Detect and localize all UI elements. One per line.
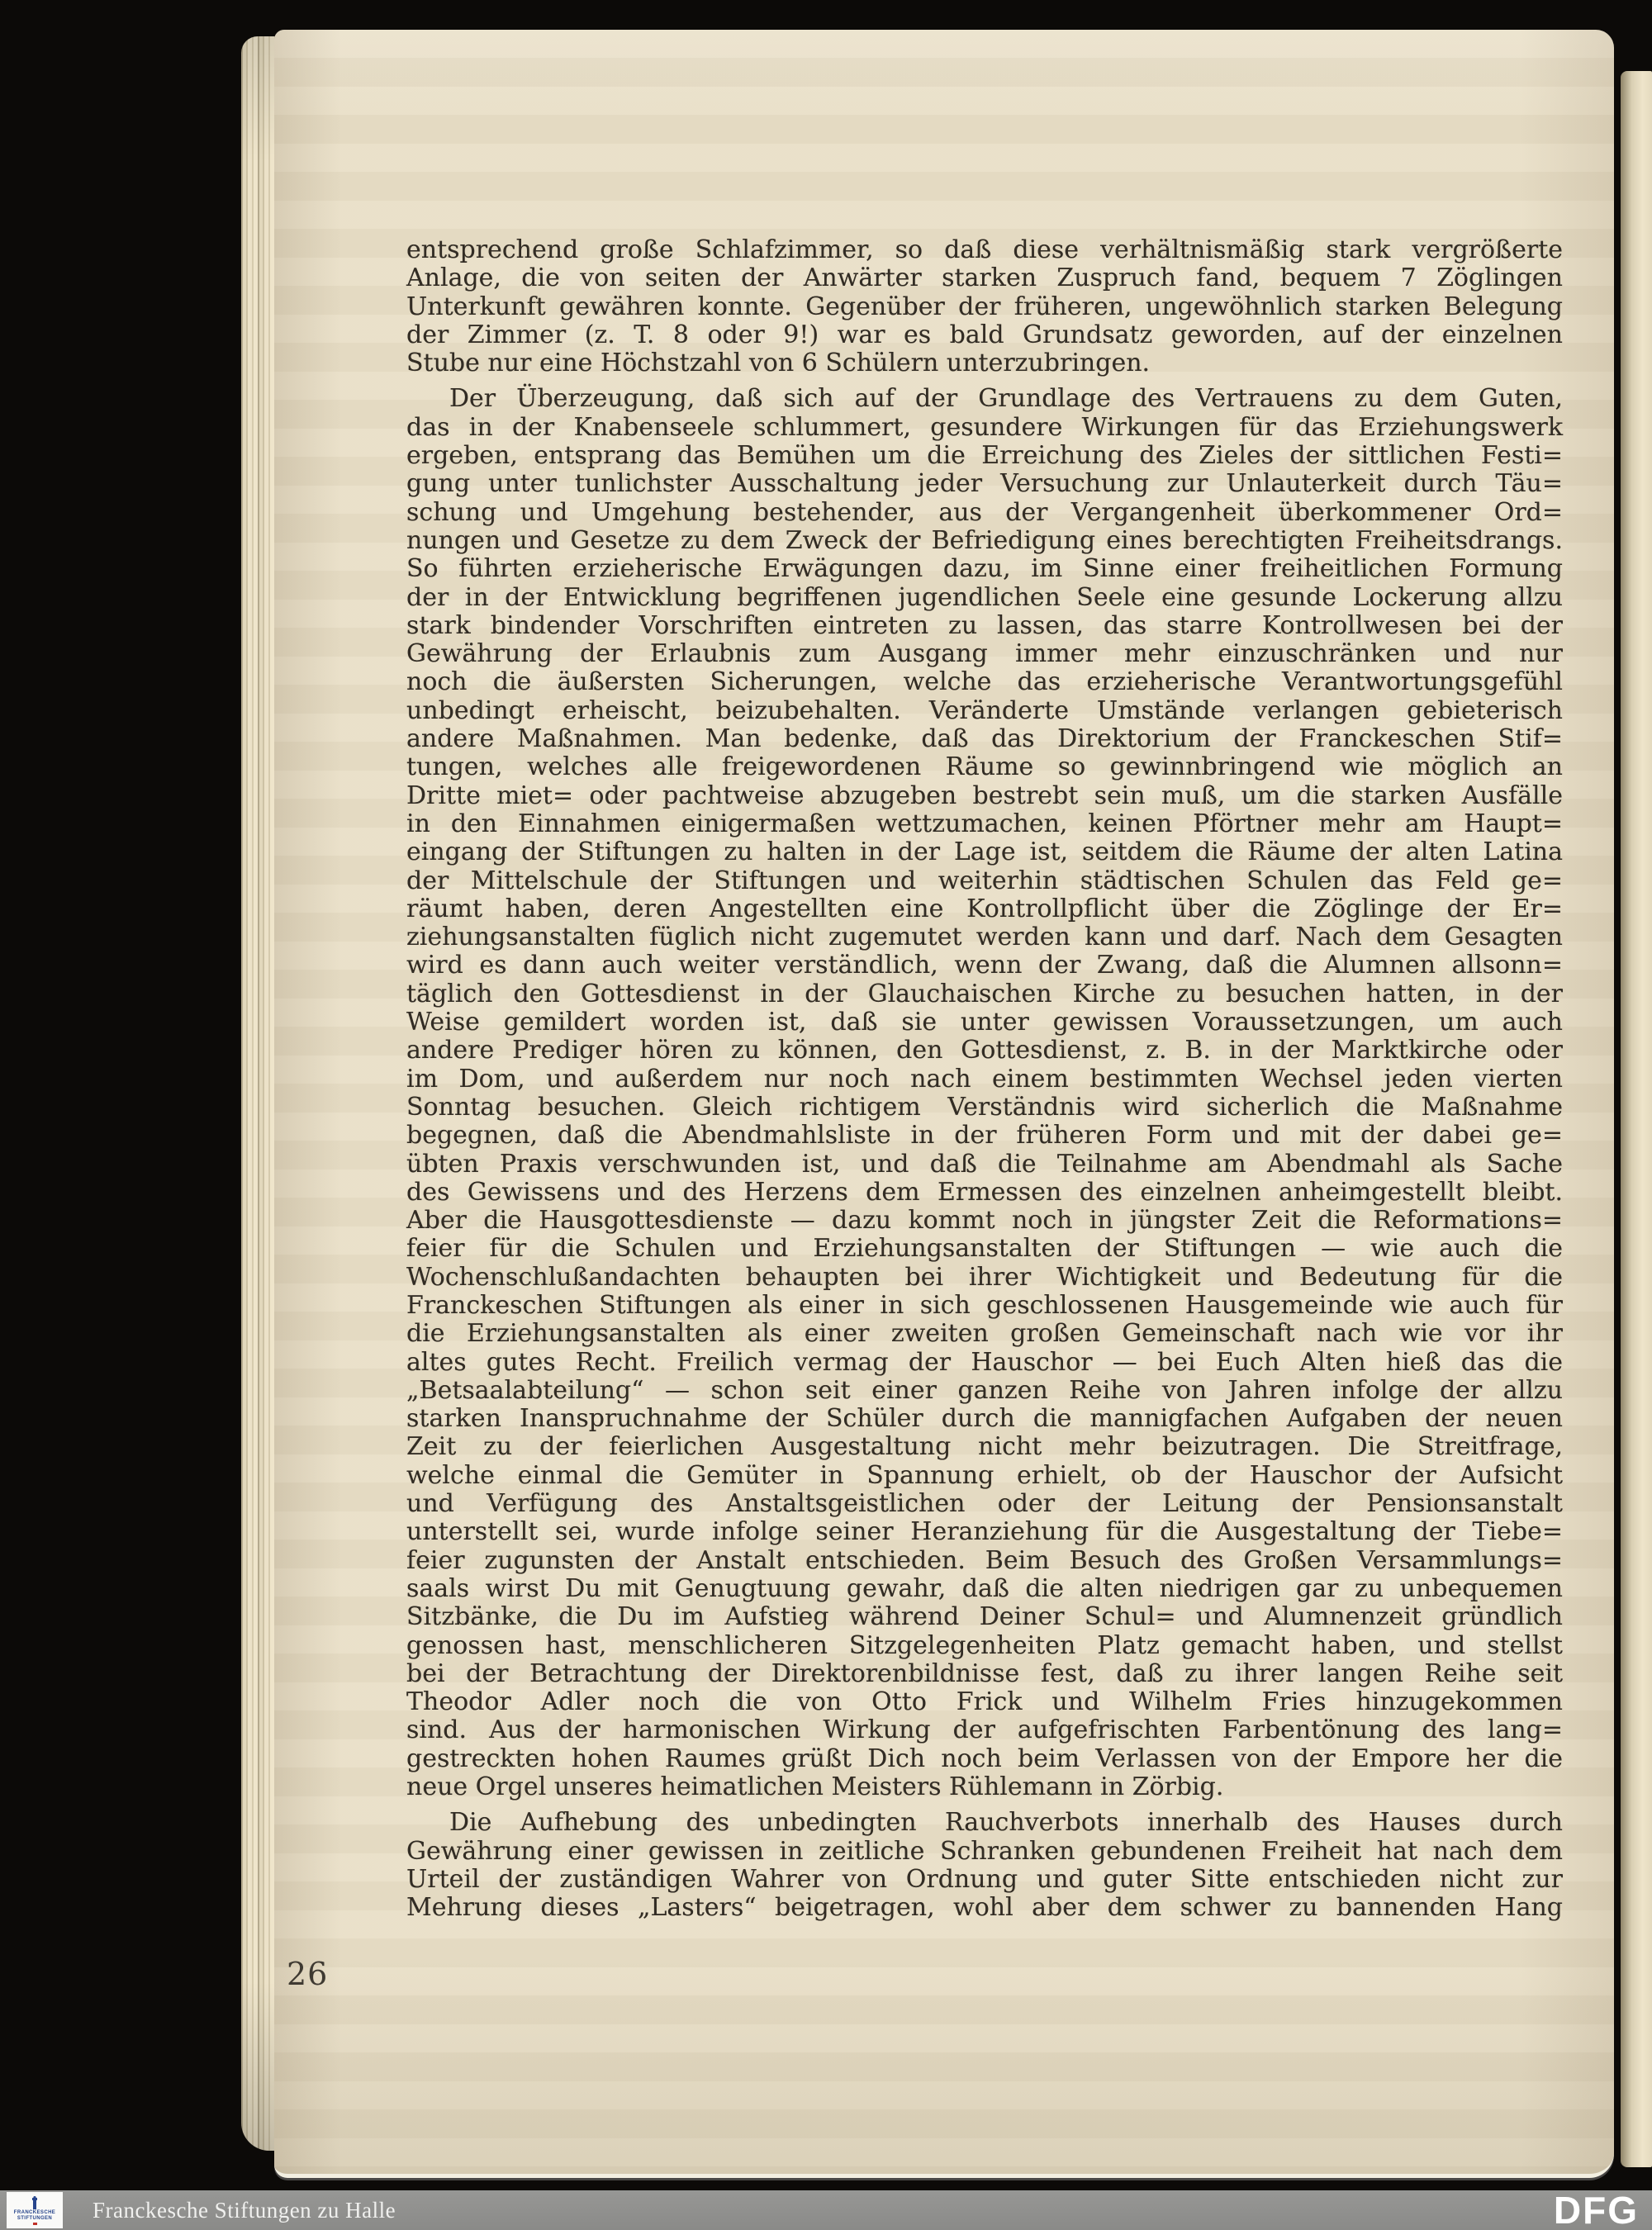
- text-line: Stube nur eine Höchstzahl von 6 Schülern unterzubringen.: [406, 349, 1151, 378]
- text-line: unterstellt sei, wurde infolge seiner Heranziehung für die Ausgestaltung der Tiebe=: [406, 1517, 1563, 1547]
- text-line: wird es dann auch weiter verständlich, wenn der Zwang, daß die Alumnen allsonn=: [406, 951, 1563, 980]
- text-line: der Zimmer (z. T. 8 oder 9!) war es bald Grundsatz geworden, auf der einzelnen: [406, 320, 1563, 349]
- page-text: [406, 236, 1563, 1930]
- text-line: neue Orgel unseres heimatlichen Meisters Rühlemann in Zörbig.: [406, 1772, 1224, 1802]
- text-line: das in der Knabenseele schlummert, gesundere Wirkungen für das Erziehungswerk: [406, 412, 1563, 442]
- text-line: täglich den Gottesdienst in der Glauchaischen Kirche zu besuchen hatten, in der: [406, 979, 1563, 1008]
- text-line: bei der Betrachtung der Direktorenbildnisse fest, daß zu ihrer langen Reihe seit: [406, 1658, 1563, 1688]
- text-line: Urteil der zuständigen Wahrer von Ordnung und guter Sitte entschieden nicht zur: [406, 1864, 1563, 1894]
- text-line: der in der Entwicklung begriffenen jugendlichen Seele eine gesunde Lockerung allzu: [406, 582, 1563, 612]
- text-line: übten Praxis verschwunden ist, und daß die Teilnahme am Abendmahl als Sache: [406, 1149, 1563, 1179]
- text-line: Franckeschen Stiftungen als einer in sich geschlossenen Hausgemeinde wie auch für: [406, 1290, 1563, 1320]
- text-line: Zeit zu der feierlichen Ausgestaltung nicht mehr beizutragen. Die Streitfrage,: [406, 1432, 1563, 1462]
- text-line: gung unter tunlichster Ausschaltung jeder Versuchung zur Unlauterkeit durch Täu=: [406, 469, 1563, 499]
- text-line: des Gewissens und des Herzens dem Ermessen des einzelnen anheimgestellt bleibt.: [406, 1177, 1563, 1207]
- text-line: im Dom, und außerdem nur noch nach einem bestimmten Wechsel jeden vierten: [406, 1064, 1563, 1094]
- text-line: So führten erzieherische Erwägungen dazu, im Sinne einer freiheitlichen Formung: [406, 554, 1563, 584]
- text-line: genossen hast, menschlicheren Sitzgelegenheiten Platz gemacht haben, und stellst: [406, 1630, 1563, 1660]
- logo-red-mark: [33, 2223, 37, 2225]
- text-line: Anlage, die von seiten der Anwärter starken Zuspruch fand, bequem 7 Zöglingen: [406, 263, 1563, 293]
- text-line: Gewährung der Erlaubnis zum Ausgang immer mehr einzuschränken und nur: [406, 639, 1563, 669]
- text-line: Theodor Adler noch die von Otto Frick und Wilhelm Fries hinzugekommen: [406, 1687, 1563, 1717]
- text-line: der Mittelschule der Stiftungen und weiterhin städtischen Schulen das Feld ge=: [406, 866, 1563, 895]
- text-line: räumt haben, deren Angestellten eine Kontrollpflicht über die Zöglinge der Er=: [406, 894, 1563, 923]
- text-line: nungen und Gesetze zu dem Zweck der Befriedigung eines berechtigten Freiheitsdrangs.: [406, 525, 1563, 555]
- text-line: starken Inanspruchnahme der Schüler durch die mannigfachen Aufgaben der neuen: [406, 1404, 1563, 1434]
- text-line: Wochenschlußandachten behaupten bei ihrer Wichtigkeit und Bedeutung für die: [406, 1262, 1563, 1292]
- text-line: altes gutes Recht. Freilich vermag der Hauschor — bei Euch Alten hieß das die: [406, 1347, 1563, 1377]
- page-number: 26: [287, 1956, 329, 1992]
- text-line: Aber die Hausgottesdienste — dazu kommt noch in jüngster Zeit die Reformations=: [406, 1206, 1563, 1236]
- franckesche-stiftungen-logo: [7, 2192, 63, 2228]
- text-line: die Erziehungsanstalten als einer zweiten großen Gemeinschaft nach wie vor ihr: [406, 1319, 1563, 1349]
- text-line: saals wirst Du mit Genugtuung gewahr, daß die alten niedrigen gar zu unbequemen: [406, 1573, 1563, 1603]
- text-line: Unterkunft gewähren konnte. Gegenüber der früheren, ungewöhnlich starken Belegung: [406, 292, 1563, 321]
- text-line: andere Maßnahmen. Man bedenke, daß das Direktorium der Franckeschen Stif=: [406, 724, 1563, 754]
- text-line: feier für die Schulen und Erziehungsanstalten der Stiftungen — wie auch die: [406, 1234, 1563, 1264]
- text-line: noch die äußersten Sicherungen, welche das erzieherische Verantwortungsgefühl: [406, 667, 1563, 697]
- text-line: Die Aufhebung des unbedingten Rauchverbots innerhalb des Hauses durch: [449, 1808, 1563, 1838]
- text-line: gestreckten hohen Raumes grüßt Dich noch beim Verlassen von der Empore her die: [406, 1744, 1563, 1773]
- text-line: schung und Umgehung bestehender, aus der Vergangenheit überkommener Ord=: [406, 497, 1563, 527]
- text-line: stark bindender Vorschriften eintreten zu lassen, das starre Kontrollwesen bei der: [406, 610, 1563, 640]
- text-line: ergeben, entsprang das Bemühen um die Erreichung des Zieles der sittlichen Festi=: [406, 441, 1563, 471]
- text-line: Sitzbänke, die Du im Aufstieg während Deiner Schul= und Alumnenzeit gründlich: [406, 1602, 1563, 1632]
- paragraph: [406, 236, 1563, 377]
- stiftungen-tower-icon: [29, 2196, 40, 2209]
- text-line: begegnen, daß die Abendmahlsliste in der früheren Form und mit der dabei ge=: [406, 1121, 1563, 1151]
- text-line: sind. Aus der harmonischen Wirkung der aufgefrischten Farbentönung des lang=: [406, 1715, 1563, 1745]
- paragraph: [406, 1809, 1563, 1922]
- text-line: Dritte miet= oder pachtweise abzugeben bestrebt sein muß, um die starken Ausfälle: [406, 780, 1563, 810]
- text-line: Der Überzeugung, daß sich auf der Grundlage des Vertrauens zu dem Guten,: [449, 384, 1563, 414]
- viewer-footer: [0, 2190, 1652, 2230]
- text-line: eingang der Stiftungen zu halten in der Lage ist, seitdem die Räume der alten Latina: [406, 837, 1563, 867]
- dfg-logo: DFG: [1553, 2189, 1639, 2230]
- text-line: Gewährung einer gewissen in zeitliche Schranken gebundenen Freiheit hat nach dem: [406, 1836, 1563, 1866]
- text-line: Sonntag besuchen. Gleich richtigem Verständnis wird sicherlich die Maßnahme: [406, 1092, 1563, 1122]
- text-line: feier zugunsten der Anstalt entschieden. Beim Besuch des Großen Versammlungs=: [406, 1545, 1563, 1575]
- text-line: entsprechend große Schlafzimmer, so daß diese verhältnismäßig stark vergrößerte: [406, 235, 1563, 264]
- text-line: andere Prediger hören zu können, den Gottesdienst, z. B. in der Marktkirche oder: [406, 1036, 1563, 1065]
- text-line: in den Einnahmen einigermaßen wettzumachen, keinen Pförtner mehr am Haupt=: [406, 809, 1563, 838]
- text-line: unbedingt erheischt, beizubehalten. Veränderte Umstände verlangen gebieterisch: [406, 695, 1563, 725]
- text-line: tungen, welches alle freigewordenen Räume so gewinnbringend wie möglich an: [406, 752, 1563, 782]
- library-label: Franckesche Stiftungen zu Halle: [93, 2197, 396, 2223]
- text-line: Mehrung dieses „Lasters“ beigetragen, wohl aber dem schwer zu bannenden Hang: [406, 1893, 1563, 1923]
- text-line: ziehungsanstalten füglich nicht zugemutet werden kann und darf. Nach dem Gesagten: [406, 923, 1563, 952]
- logo-text: FRANCKESCHE STIFTUNGEN: [13, 2209, 56, 2221]
- book-page: [274, 30, 1614, 2178]
- text-line: „Betsaalabteilung“ — schon seit einer ganzen Reihe von Jahren infolge der allzu: [406, 1375, 1563, 1405]
- paragraph: [406, 385, 1563, 1801]
- text-line: und Verfügung des Anstaltsgeistlichen oder der Leitung der Pensionsanstalt: [406, 1489, 1563, 1519]
- adjacent-page-edge: [1621, 71, 1652, 2167]
- text-line: welche einmal die Gemüter in Spannung erhielt, ob der Hauschor der Aufsicht: [406, 1460, 1563, 1490]
- text-line: Weise gemildert worden ist, daß sie unter gewissen Voraussetzungen, um auch: [406, 1008, 1563, 1037]
